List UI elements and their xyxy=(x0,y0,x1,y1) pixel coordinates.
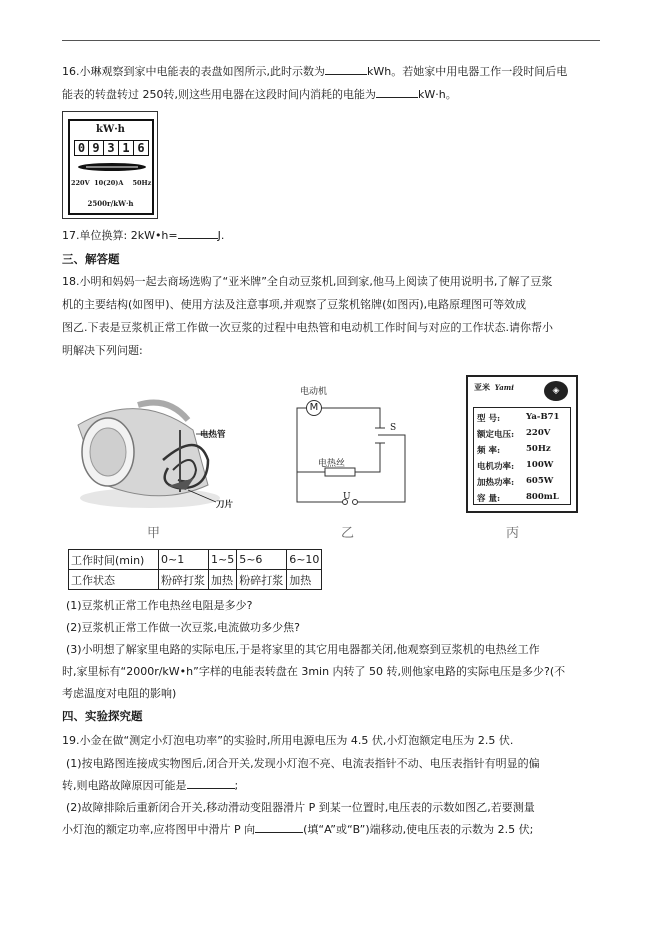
q19-blank-2[interactable] xyxy=(255,823,303,833)
q16-text-d: kW·h。 xyxy=(418,88,457,101)
soymilk-machine-illustration xyxy=(68,390,243,515)
nameplate-panel xyxy=(473,407,571,505)
spec-key: 型 号: xyxy=(477,414,501,424)
label-blade: 刀片 xyxy=(216,500,234,510)
table-cell: 粉碎打浆 xyxy=(237,570,287,590)
q16-text-b: kWh。若她家中用电器工作一段时间后电 xyxy=(367,65,568,78)
q17-text: 17.单位换算: 2kW•h= xyxy=(62,229,178,242)
table-header-cell: 1~5 xyxy=(209,550,237,570)
q18-line: 明解决下列问题: xyxy=(62,344,143,357)
table-cell: 工作状态 xyxy=(69,570,159,590)
q18-line: 图乙.下表是豆浆机正常工作做一次豆浆的过程中电热管和电动机工作时间与对应的工作状态.请你帮小 xyxy=(62,321,553,334)
table-header-cell: 0~1 xyxy=(159,550,209,570)
table-row xyxy=(69,570,322,590)
q16-text-c: 能表的转盘转过 250转,则这些用电器在这段时间内消耗的电能为 xyxy=(62,88,376,101)
table-cell: 加热 xyxy=(209,570,237,590)
q18-sub3-line: (3)小明想了解家里电路的实际电压,于是将家里的其它用电器都关闭,他观察到豆浆机的电热丝工作 xyxy=(66,643,540,656)
q16-text-a: 16.小琳观察到家中电能表的表盘如图所示,此时示数为 xyxy=(62,65,325,78)
q16-line1 xyxy=(62,65,567,79)
table-cell: 加热 xyxy=(287,570,322,590)
energy-meter-image xyxy=(62,111,158,219)
section-3-heading: 三、解答题 xyxy=(62,252,120,266)
circuit-label-voltage: U xyxy=(343,492,351,502)
q19-line1: 19.小金在做“测定小灯泡电功率”的实验时,所用电源电压为 4.5 伏,小灯泡额定电压为 2.5 伏. xyxy=(62,734,514,747)
table-cell: 粉碎打浆 xyxy=(159,570,209,590)
q19-text-b: ; xyxy=(234,779,239,792)
motor-letter: M xyxy=(309,402,319,413)
header-rule xyxy=(62,40,600,41)
q16-line2 xyxy=(62,88,457,102)
nameplate-header xyxy=(474,382,514,393)
q17-line xyxy=(62,229,224,243)
section-4-heading: 四、实验探究题 xyxy=(62,709,143,723)
caption-bing: 丙 xyxy=(506,526,520,541)
meter-digit: 6 xyxy=(134,140,149,156)
figure-yi-circuit-diagram xyxy=(275,380,425,510)
circuit-label-heater: 电热丝 xyxy=(318,459,346,469)
spec-key: 电机功率: xyxy=(477,462,515,472)
q19-text-a: 转,则电路故障原因可能是 xyxy=(62,779,187,792)
spec-key: 额定电压: xyxy=(477,430,515,440)
spec-value: 50Hz xyxy=(526,444,551,454)
q18-line: 18.小明和妈妈一起去商场选购了“亚米牌”全自动豆浆机,回到家,他马上阅读了使用说明书,了解了豆浆 xyxy=(62,275,553,288)
figure-jia-soymilk-machine xyxy=(68,390,243,515)
q18-sub3-line: 时,家里标有“2000r/kW•h”字样的电能表转盘在 3min 内转了 50 转,则他家电路的实际电压是多少?(不 xyxy=(62,665,566,678)
q19-line4: (2)故障排除后重新闭合开关,移动滑动变阻器滑片 P 到某一位置时,电压表的示数如图乙,若要测量 xyxy=(66,801,535,814)
q17-blank[interactable] xyxy=(178,229,218,239)
q19-line3 xyxy=(62,779,238,793)
table-header-cell: 5~6 xyxy=(237,550,287,570)
spec-value: 605W xyxy=(526,476,554,486)
meter-spec: 220V 10(20)A 50Hz xyxy=(71,179,152,187)
q17-suffix: J. xyxy=(217,229,225,242)
meter-rate: 2500r/kW·h xyxy=(87,199,134,208)
meter-digit: 0 xyxy=(74,140,89,156)
meter-disc-icon xyxy=(76,161,148,173)
spec-value: 100W xyxy=(526,460,554,470)
caption-yi: 乙 xyxy=(341,526,355,541)
certification-icon: ◈ xyxy=(544,381,568,401)
circuit-label-motor: 电动机 xyxy=(300,387,328,397)
spec-key: 加热功率: xyxy=(477,478,515,488)
meter-digit: 1 xyxy=(119,140,134,156)
q16-blank-1[interactable] xyxy=(325,65,367,75)
figure-bing-nameplate xyxy=(466,375,578,513)
caption-jia: 甲 xyxy=(147,526,161,541)
table-row xyxy=(69,550,322,570)
table-header-cell: 工作时间(min) xyxy=(69,550,159,570)
q19-line2: (1)按电路图连接成实物图后,闭合开关,发现小灯泡不亮、电流表指针不动、电压表指针有明显的偏 xyxy=(66,757,540,770)
circuit-label-switch: S xyxy=(390,423,397,433)
q19-blank-1[interactable] xyxy=(187,779,235,789)
spec-value: Ya-B71 xyxy=(526,412,560,422)
q18-sub3-line: 考虑温度对电阻的影响) xyxy=(62,687,177,700)
spec-value: 220V xyxy=(526,428,551,438)
spec-value: 800mL xyxy=(526,492,559,502)
meter-face xyxy=(68,119,154,215)
nameplate-brand-en: Yami xyxy=(494,383,514,392)
q18-line: 机的主要结构(如图甲)、使用方法及注意事项,并观察了豆浆机铭牌(如图丙),电路原理图可等效成 xyxy=(62,298,527,311)
spec-key: 容 量: xyxy=(477,494,501,504)
q18-sub2: (2)豆浆机正常工作做一次豆浆,电流做功多少焦? xyxy=(66,621,300,634)
motor-symbol-icon xyxy=(306,400,322,416)
meter-unit: kW·h xyxy=(96,124,125,135)
meter-digit: 9 xyxy=(89,140,104,156)
meter-digits xyxy=(74,140,149,156)
spec-key: 频 率: xyxy=(477,446,501,456)
q19-text-c: 小灯泡的额定功率,应将图甲中滑片 P 向 xyxy=(62,823,256,836)
nameplate-brand: 亚米 xyxy=(474,383,490,392)
meter-digit: 3 xyxy=(104,140,119,156)
work-time-table xyxy=(68,549,322,590)
label-heater-tube: 电热管 xyxy=(200,430,226,440)
q16-blank-2[interactable] xyxy=(376,88,418,98)
q19-text-d: (填“A”或“B”)端移动,使电压表的示数为 2.5 伏; xyxy=(303,823,534,836)
q19-line5 xyxy=(62,823,533,837)
table-header-cell: 6~10 xyxy=(287,550,322,570)
q18-sub1: (1)豆浆机正常工作电热丝电阻是多少? xyxy=(66,599,253,612)
